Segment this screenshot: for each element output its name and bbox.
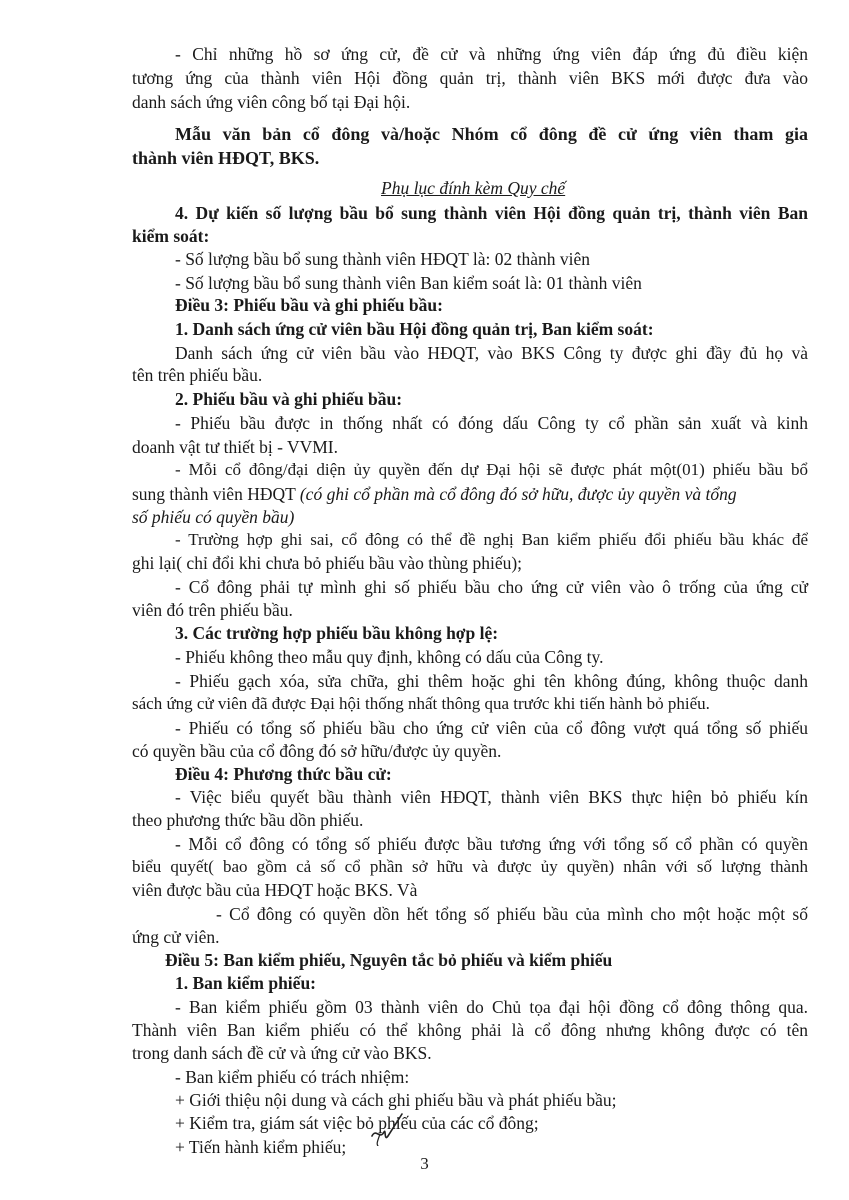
dieu4-p2-line-3: viên được bầu của HĐQT hoặc BKS. Và: [132, 880, 418, 900]
intro-line-1: - Chỉ những hồ sơ ứng cử, đề cử và những ứng viên đáp ứng đủ điều kiện: [175, 44, 808, 64]
dieu5-p2: - Ban kiểm phiếu có trách nhiệm:: [175, 1067, 410, 1087]
dieu3-sub3-p3-line-1: - Phiếu có tổng số phiếu bầu cho ứng cử viên của cổ đông vượt quá tổng số phiếu: [175, 718, 808, 738]
dieu3-sub2-p2-line-3: số phiếu có quyền bầu): [132, 507, 295, 527]
dieu3-sub1-heading: 1. Danh sách ứng cử viên bầu Hội đồng quản trị, Ban kiểm soát:: [175, 319, 654, 339]
dieu4-p1-line-2: theo phương thức bầu dồn phiếu.: [132, 810, 364, 830]
dieu5-p1-line-1: - Ban kiểm phiếu gồm 03 thành viên do Chủ tọa đại hội đồng cổ đông thông qua.: [175, 997, 808, 1017]
dieu5-p1-line-3: trong danh sách đề cử và ứng cử vào BKS.: [132, 1043, 432, 1063]
dieu3-heading: Điều 3: Phiếu bầu và ghi phiếu bầu:: [175, 295, 443, 315]
section4-heading-line-1: 4. Dự kiến số lượng bầu bổ sung thành viên Hội đồng quản trị, thành viên Ban: [175, 203, 808, 223]
dieu4-p2-line-2: biểu quyết( bao gồm cả số cổ phần sở hữu và được ủy quyền) nhân với số lượng thành: [132, 857, 808, 876]
dieu4-p3-line-2: ứng cử viên.: [132, 927, 220, 947]
signature-initial-mark: [366, 1106, 406, 1146]
intro-line-3: danh sách ứng viên công bố tại Đại hội.: [132, 92, 411, 112]
dieu3-sub2-p2-line-1: - Mỗi cổ đông/đại diện ủy quyền đến dự Đại hội sẽ được phát một(01) phiếu bầu bổ: [175, 460, 808, 479]
dieu5-sub1-heading: 1. Ban kiểm phiếu:: [175, 973, 316, 993]
dieu5-heading: Điều 5: Ban kiểm phiếu, Nguyên tắc bỏ phiếu và kiểm phiếu: [165, 950, 613, 970]
dieu3-sub2-p2-plain: sung thành viên HĐQT: [132, 484, 300, 504]
dieu4-heading: Điều 4: Phương thức bầu cử:: [175, 764, 392, 784]
appendix-label: Phụ lục đính kèm Quy chế: [381, 178, 566, 198]
dieu3-sub2-p1-line-1: - Phiếu bầu được in thống nhất có đóng dấu Công ty cổ phần sản xuất và kinh: [175, 413, 808, 433]
dieu3-sub3-p1: - Phiếu không theo mẫu quy định, không có dấu của Công ty.: [175, 647, 604, 667]
dieu3-sub3-heading: 3. Các trường hợp phiếu bầu không hợp lệ:: [175, 623, 499, 643]
dieu3-sub1-line-1: Danh sách ứng cử viên bầu vào HĐQT, vào BKS Công ty được ghi đầy đủ họ và: [175, 343, 808, 363]
dieu3-sub2-p1-line-2: doanh vật tư thiết bị - VVMI.: [132, 437, 339, 457]
dieu5-list-item-1: + Giới thiệu nội dung và cách ghi phiếu bầu và phát phiếu bầu;: [175, 1090, 617, 1110]
intro-line-2: tương ứng của thành viên Hội đồng quản trị, thành viên BKS mới được đưa vào: [132, 68, 808, 88]
dieu3-sub2-p2-italic: (có ghi cổ phần mà cổ đông đó sở hữu, được ủy quyền và tổng: [299, 484, 737, 504]
dieu3-sub2-p3-line-2: ghi lại( chỉ đổi khi chưa bỏ phiếu bầu vào thùng phiếu);: [132, 553, 523, 573]
dieu3-sub3-p2-line-1: - Phiếu gạch xóa, sửa chữa, ghi thêm hoặc ghi tên không đúng, không thuộc danh: [175, 671, 808, 691]
template-title-line-1: Mẫu văn bản cổ đông và/hoặc Nhóm cổ đông đề cử ứng viên tham gia: [175, 124, 808, 144]
dieu5-list-item-3: + Tiến hành kiểm phiếu;: [175, 1137, 347, 1157]
dieu3-sub2-p4-line-2: viên đó trên phiếu bầu.: [132, 600, 293, 620]
dieu4-p3-line-1: - Cổ đông có quyền dồn hết tổng số phiếu bầu của mình cho một hoặc một số: [216, 904, 808, 924]
dieu4-p1-line-1: - Việc biểu quyết bầu thành viên HĐQT, thành viên BKS thực hiện bỏ phiếu kín: [175, 787, 808, 807]
section4-item-1: - Số lượng bầu bổ sung thành viên HĐQT là: 02 thành viên: [175, 249, 591, 269]
dieu3-sub3-p2-line-2: sách ứng cử viên đã được Đại hội thống nhất thông qua trước khi tiến hành bỏ phiếu.: [132, 694, 710, 713]
dieu3-sub1-line-2: tên trên phiếu bầu.: [132, 365, 263, 385]
dieu3-sub3-p3-line-2: có quyền bầu của cổ đông đó sở hữu/được ủy quyền.: [132, 741, 502, 761]
dieu4-p2-line-1: - Mỗi cổ đông có tổng số phiếu được bầu tương ứng với tổng số cổ phần có quyền: [175, 834, 808, 854]
dieu5-list-item-2: + Kiểm tra, giám sát việc bỏ phiếu của các cổ đông;: [175, 1113, 539, 1133]
dieu3-sub2-p2-line-2: [132, 483, 737, 505]
section4-item-2: - Số lượng bầu bổ sung thành viên Ban kiểm soát là: 01 thành viên: [175, 273, 642, 293]
template-title-line-2: thành viên HĐQT, BKS.: [132, 148, 320, 168]
page-number: 3: [420, 1154, 429, 1173]
dieu5-p1-line-2: Thành viên Ban kiểm phiếu có thể không phải là cổ đông nhưng không được có tên: [132, 1020, 808, 1040]
dieu3-sub2-p3-line-1: - Trường hợp ghi sai, cổ đông có thể đề nghị Ban kiểm phiếu đổi phiếu bầu khác để: [175, 530, 808, 549]
dieu3-sub2-p4-line-1: - Cổ đông phải tự mình ghi số phiếu bầu cho ứng cử viên vào ô trống của ứng cử: [175, 577, 808, 597]
section4-heading-line-2: kiểm soát:: [132, 226, 210, 246]
dieu3-sub2-heading: 2. Phiếu bầu và ghi phiếu bầu:: [175, 389, 403, 409]
